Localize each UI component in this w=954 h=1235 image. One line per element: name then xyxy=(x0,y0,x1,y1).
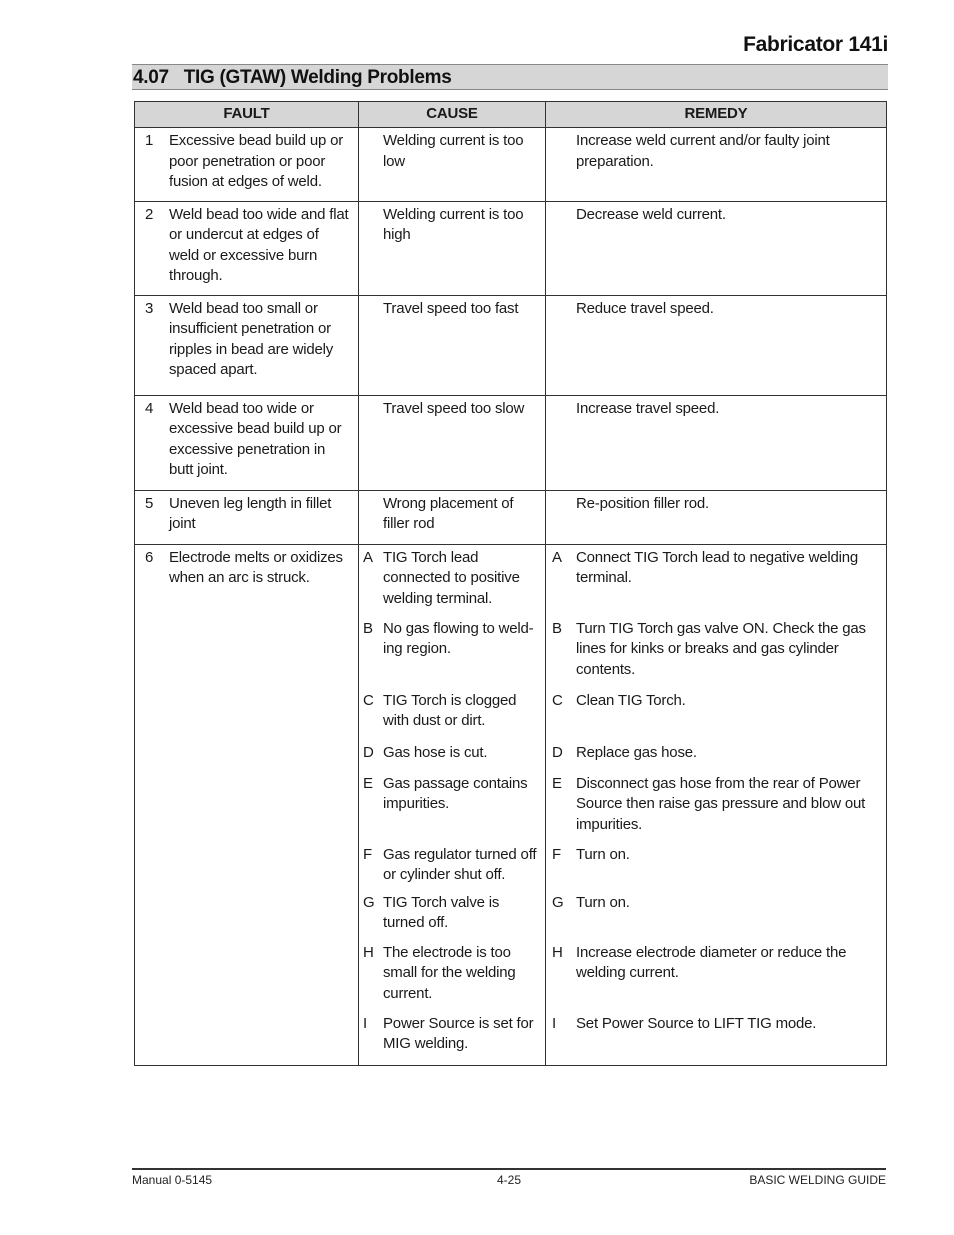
cause-item xyxy=(363,205,541,246)
fault-description: Excessive bead build up or poor penetration or poor fusion at edges of weld. xyxy=(169,132,344,190)
remedy-cell xyxy=(546,201,887,295)
fault-cell xyxy=(135,544,359,1065)
cause-letter xyxy=(363,205,383,246)
footer-manual-number: Manual 0-5145 xyxy=(132,1173,213,1187)
remedy-text: Reduce travel speed. xyxy=(576,299,714,317)
remedy-text: Increase weld current and/or faulty joint preparation. xyxy=(576,132,830,170)
remedy-item xyxy=(552,845,882,866)
column-header-cause: CAUSE xyxy=(359,102,546,128)
cause-item xyxy=(363,743,541,764)
remedy-cell xyxy=(546,544,887,1065)
remedy-letter xyxy=(552,131,576,172)
remedy-item xyxy=(552,548,882,589)
cause-text: Gas passage contains impurities. xyxy=(383,774,528,812)
remedy-letter xyxy=(552,399,576,420)
table-row xyxy=(135,490,887,544)
cause-item xyxy=(363,1014,541,1055)
fault-description: Weld bead too wide and flat or undercut at edges of weld or excessive burn through. xyxy=(169,205,349,284)
cause-item xyxy=(363,399,541,420)
footer-guide-title: BASIC WELDING GUIDE xyxy=(749,1173,886,1187)
remedy-text: Re-position filler rod. xyxy=(576,494,709,512)
table-row xyxy=(135,128,887,202)
remedy-item xyxy=(552,619,882,681)
fault-number: 1 xyxy=(145,132,154,149)
remedy-letter: D xyxy=(552,743,563,761)
remedy-letter xyxy=(552,494,576,515)
fault-description: Weld bead too small or insufficient penetration or ripples in bead are widely spaced apart. xyxy=(169,299,334,378)
remedy-text: Replace gas hose. xyxy=(576,743,697,761)
fault-description: Uneven leg length in fillet joint xyxy=(169,494,332,532)
cause-letter xyxy=(363,131,383,172)
remedy-cell xyxy=(546,490,887,544)
fault-number: 6 xyxy=(145,548,154,566)
remedy-text: Turn on. xyxy=(576,845,630,863)
fault-number: 3 xyxy=(145,299,154,317)
cause-letter: H xyxy=(363,943,374,961)
remedy-item xyxy=(552,1014,882,1035)
remedy-text: Turn TIG Torch gas valve ON. Check the gas lines for kinks or breaks and gas cylinder contents. xyxy=(576,619,866,678)
cause-item xyxy=(363,845,541,886)
remedy-letter xyxy=(552,205,576,226)
remedy-cell xyxy=(546,395,887,490)
remedy-letter: G xyxy=(552,893,564,911)
remedy-item xyxy=(552,774,882,836)
cause-letter: E xyxy=(363,774,373,792)
cause-text: Power Source is set for MIG welding. xyxy=(383,1014,534,1052)
cause-text: Gas regulator turned off or cylinder shut off. xyxy=(383,845,537,883)
cause-text: Wrong placement of filler rod xyxy=(383,494,514,532)
fault-cell xyxy=(135,295,359,395)
cause-item xyxy=(363,494,541,535)
remedy-letter: A xyxy=(552,548,562,566)
section-heading-bar xyxy=(132,64,888,90)
fault-cell xyxy=(135,395,359,490)
cause-text: TIG Torch valve is turned off. xyxy=(383,893,500,931)
remedy-letter: C xyxy=(552,691,563,709)
cause-item xyxy=(363,893,541,934)
cause-cell xyxy=(359,295,546,395)
cause-letter xyxy=(363,399,383,420)
cause-letter: A xyxy=(363,548,373,566)
cause-item xyxy=(363,548,541,610)
cause-letter: I xyxy=(363,1014,367,1032)
fault-description: Weld bead too wide or excessive bead build up or excessive penetration in butt joint. xyxy=(169,399,342,478)
table-header-row xyxy=(135,102,887,128)
cause-letter: D xyxy=(363,743,374,761)
column-header-fault: FAULT xyxy=(135,102,359,128)
remedy-text: Disconnect gas hose from the rear of Power Source then raise gas pressure and blow out impurities. xyxy=(576,774,866,833)
remedy-item xyxy=(552,893,882,914)
cause-text: Travel speed too slow xyxy=(383,399,525,417)
fault-cell xyxy=(135,201,359,295)
cause-item xyxy=(363,943,541,1005)
fault-number: 4 xyxy=(145,399,154,417)
remedy-letter: H xyxy=(552,943,563,961)
cause-text: TIG Torch lead connected to positive welding terminal. xyxy=(383,548,520,607)
table-row xyxy=(135,295,887,395)
cause-item xyxy=(363,619,541,660)
footer-rule xyxy=(132,1168,886,1170)
remedy-item xyxy=(552,299,880,320)
remedy-letter: I xyxy=(552,1014,556,1032)
remedy-cell xyxy=(546,295,887,395)
remedy-letter: E xyxy=(552,774,562,792)
remedy-item xyxy=(552,743,882,764)
cause-text: No gas flowing to weld-ing region. xyxy=(383,619,534,657)
cause-letter xyxy=(363,299,383,320)
remedy-item xyxy=(552,399,880,420)
cause-text: Welding current is too high xyxy=(383,205,524,243)
troubleshooting-table xyxy=(134,101,887,1066)
remedy-text: Clean TIG Torch. xyxy=(576,691,686,709)
fault-cell xyxy=(135,128,359,202)
remedy-text: Decrease weld current. xyxy=(576,205,726,223)
cause-letter: F xyxy=(363,845,372,863)
cause-item xyxy=(363,774,541,815)
remedy-text: Turn on. xyxy=(576,893,630,911)
remedy-text: Increase travel speed. xyxy=(576,399,720,417)
remedy-text: Set Power Source to LIFT TIG mode. xyxy=(576,1014,817,1032)
remedy-item xyxy=(552,205,880,226)
cause-letter xyxy=(363,494,383,535)
remedy-letter: F xyxy=(552,845,561,863)
remedy-letter: B xyxy=(552,619,562,637)
fault-cell xyxy=(135,490,359,544)
document-header-title: Fabricator 141i xyxy=(743,33,888,56)
cause-text: Gas hose is cut. xyxy=(383,743,488,761)
cause-item xyxy=(363,299,541,320)
cause-text: Travel speed too fast xyxy=(383,299,519,317)
column-header-remedy: REMEDY xyxy=(546,102,887,128)
remedy-cell xyxy=(546,128,887,202)
fault-description: Electrode melts or oxidizes when an arc is struck. xyxy=(169,548,343,586)
cause-cell xyxy=(359,544,546,1065)
remedy-text: Connect TIG Torch lead to negative welding terminal. xyxy=(576,548,859,586)
cause-letter: C xyxy=(363,691,374,709)
cause-text: TIG Torch is clogged with dust or dirt. xyxy=(383,691,517,729)
remedy-item xyxy=(552,494,880,515)
cause-cell xyxy=(359,201,546,295)
fault-number: 5 xyxy=(145,494,154,512)
table-row xyxy=(135,544,887,1065)
cause-cell xyxy=(359,490,546,544)
cause-text: The electrode is too small for the welding current. xyxy=(383,943,516,1002)
remedy-letter xyxy=(552,299,576,320)
remedy-text: Increase electrode diameter or reduce the welding current. xyxy=(576,943,847,981)
remedy-item xyxy=(552,943,882,984)
remedy-item xyxy=(552,131,880,172)
table-row xyxy=(135,201,887,295)
cause-item xyxy=(363,691,541,732)
table-row xyxy=(135,395,887,490)
cause-cell xyxy=(359,395,546,490)
table-body xyxy=(135,128,887,1066)
footer-page-number: 4-25 xyxy=(497,1173,522,1187)
cause-letter: G xyxy=(363,893,375,911)
cause-item xyxy=(363,131,541,172)
cause-letter: B xyxy=(363,619,373,637)
cause-text: Welding current is too low xyxy=(383,132,524,170)
section-title: 4.07 TIG (GTAW) Welding Problems xyxy=(133,67,452,88)
fault-number: 2 xyxy=(145,205,154,223)
remedy-item xyxy=(552,691,882,712)
cause-cell xyxy=(359,128,546,202)
